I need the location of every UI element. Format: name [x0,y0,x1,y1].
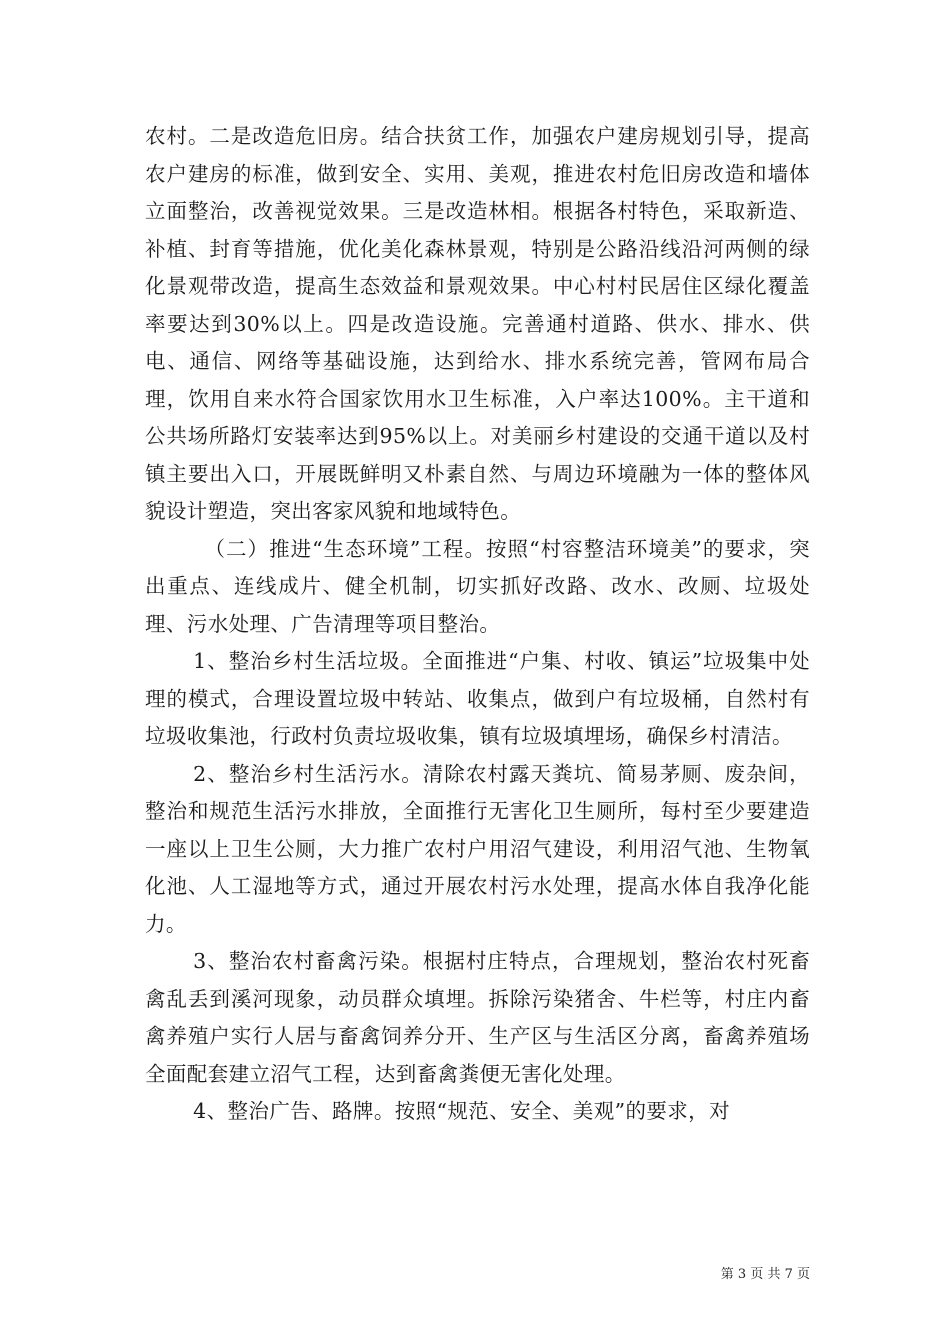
paragraph-garbage: 1、整治乡村生活垃圾。全面推进“户集、村收、镇运”垃圾集中处理的模式，合理设置垃圾中转站、收集点，做到户有垃圾桶，自然村有垃圾收集池，行政村负责垃圾收集，镇有垃圾填埋场，确保乡村清洁。 [145,649,810,748]
paragraph-sewage: 2、整治乡村生活污水。清除农村露天粪坑、简易茅厕、废杂间，整治和规范生活污水排放，全面推行无害化卫生厕所，每村至少要建造一座以上卫生公厕，大力推广农村户用沼气建设，利用沼气池、生物氧化池、人工湿地等方式，通过开展农村污水处理，提高水体自我净化能力。 [145,761,810,936]
paragraph-livestock: 3、整治农村畜禽污染。根据村庄特点，合理规划，整治农村死畜禽乱丢到溪河现象，动员群众填埋。拆除污染猪舍、牛栏等，村庄内畜禽养殖户实行人居与畜禽饲养分开、生产区与生活区分离，畜禽养殖场全面配套建立沼气工程，达到畜禽粪便无害化处理。 [145,949,810,1086]
paragraph-ecological-project: （二）推进“生态环境”工程。按照“村容整洁环境美”的要求，突出重点、连线成片、健全机制，切实抓好改路、改水、改厕、垃圾处理、污水处理、广告清理等项目整治。 [145,536,810,636]
paragraph-signage: 4、整治广告、路牌。按照“规范、安全、美观”的要求，对 [193,1099,730,1123]
document-body [145,118,810,1131]
page-number: 第 3 页 共 7 页 [720,1267,810,1282]
paragraph-rural-renovation: 农村。二是改造危旧房。结合扶贫工作，加强农户建房规划引导，提高农户建房的标准，做到安全、实用、美观，推进农村危旧房改造和墙体立面整治，改善视觉效果。三是改造林相。根据各村特色，采取新造、补植、封育等措施，优化美化森林景观，特别是公路沿线沿河两侧的绿化景观带改造，提高生态效益和景观效果。中心村村民居住区绿化覆盖率要达到30%以上。四是改造设施。完善通村道路、供水、排水、供电、通信、网络等基础设施，达到给水、排水系统完善，管网布局合理，饮用自来水符合国家饮用水卫生标准，入户率达100%。主干道和公共场所路灯安装率达到95%以上。对美丽乡村建设的交通干道以及村镇主要出入口，开展既鲜明又朴素自然、与周边环境融为一体的整体风貌设计塑造，突出客家风貌和地域特色。 [145,124,810,523]
